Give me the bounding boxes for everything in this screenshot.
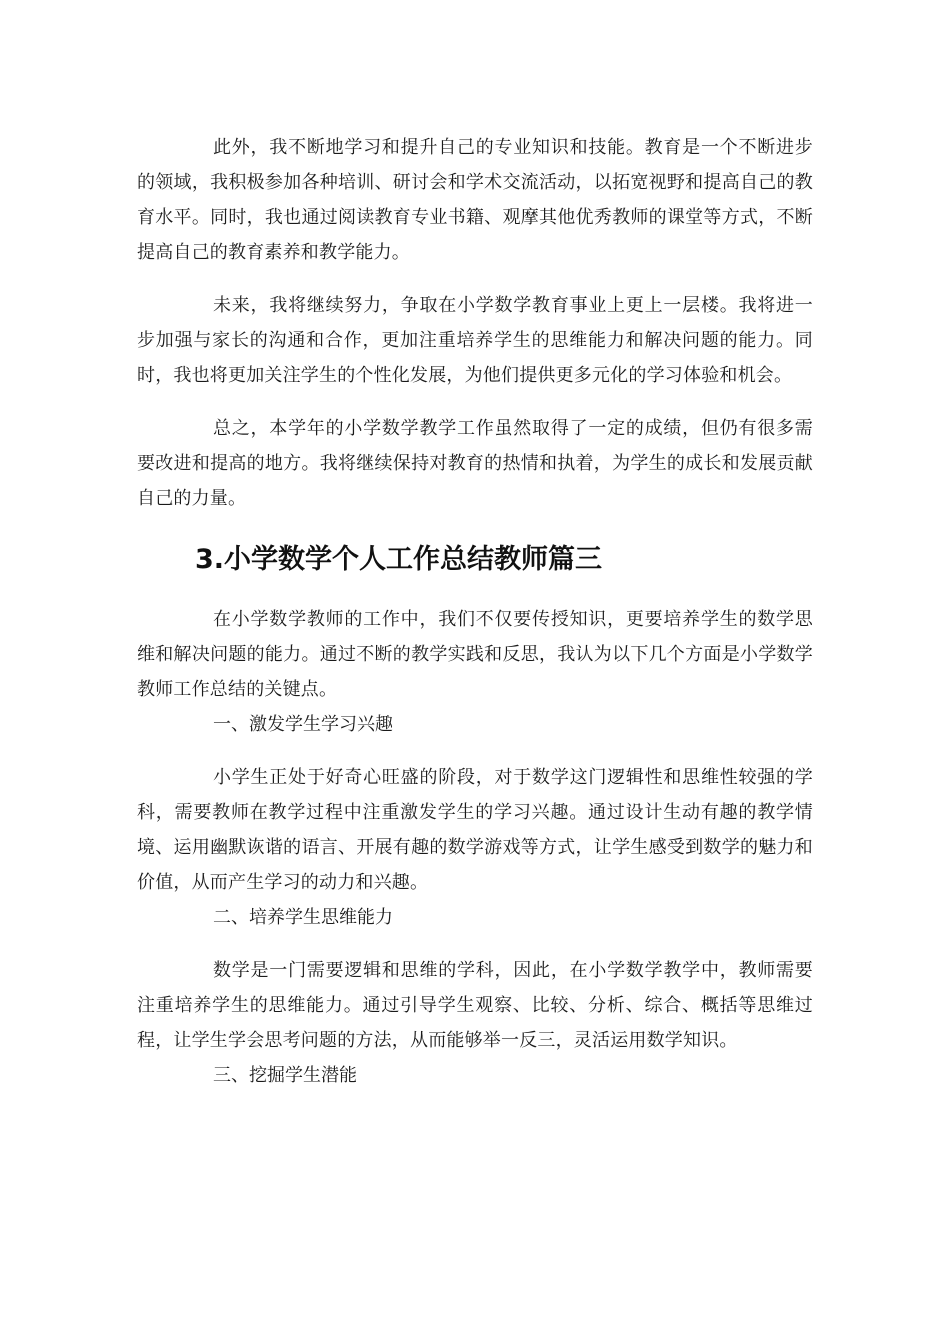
paragraph-future: 未来，我将继续努力，争取在小学数学教育事业上更上一层楼。我将进一步加强与家长的沟通和合作，更加注重培养学生的思维能力和解决问题的能力。同时，我也将更加关注学生的个性化发展，为他们提供更多元化的学习体验和机会。	[137, 295, 813, 386]
paragraph-thinking: 数学是一门需要逻辑和思维的学科，因此，在小学数学教学中，教师需要注重培养学生的思维能力。通过引导学生观察、比较、分析、综合、概括等思维过程，让学生学会思考问题的方法，从而能够举一反三，灵活运用数学知识。	[137, 960, 813, 1051]
subsection-title-thinking: 二、培养学生思维能力	[213, 907, 393, 928]
document-body	[137, 130, 813, 1093]
paragraph-summary: 总之，本学年的小学数学教学工作虽然取得了一定的成绩，但仍有很多需要改进和提高的地方。我将继续保持对教育的热情和执着，为学生的成长和发展贡献自己的力量。	[137, 418, 813, 509]
section-heading: 3.小学数学个人工作总结教师篇三	[195, 544, 603, 575]
paragraph-learning: 此外，我不断地学习和提升自己的专业知识和技能。教育是一个不断进步的领域，我积极参加各种培训、研讨会和学术交流活动，以拓宽视野和提高自己的教育水平。同时，我也通过阅读教育专业书籍、观摩其他优秀教师的课堂等方式，不断提高自己的教育素养和教学能力。	[137, 137, 813, 263]
paragraph-interest: 小学生正处于好奇心旺盛的阶段，对于数学这门逻辑性和思维性较强的学科，需要教师在教学过程中注重激发学生的学习兴趣。通过设计生动有趣的教学情境、运用幽默诙谐的语言、开展有趣的数学游戏等方式，让学生感受到数学的魅力和价值，从而产生学习的动力和兴趣。	[137, 767, 813, 893]
paragraph-intro: 在小学数学教师的工作中，我们不仅要传授知识，更要培养学生的数学思维和解决问题的能力。通过不断的教学实践和反思，我认为以下几个方面是小学数学教师工作总结的关键点。	[137, 609, 813, 700]
subsection-title-potential: 三、挖掘学生潜能	[213, 1065, 357, 1086]
subsection-title-interest: 一、激发学生学习兴趣	[213, 714, 393, 735]
